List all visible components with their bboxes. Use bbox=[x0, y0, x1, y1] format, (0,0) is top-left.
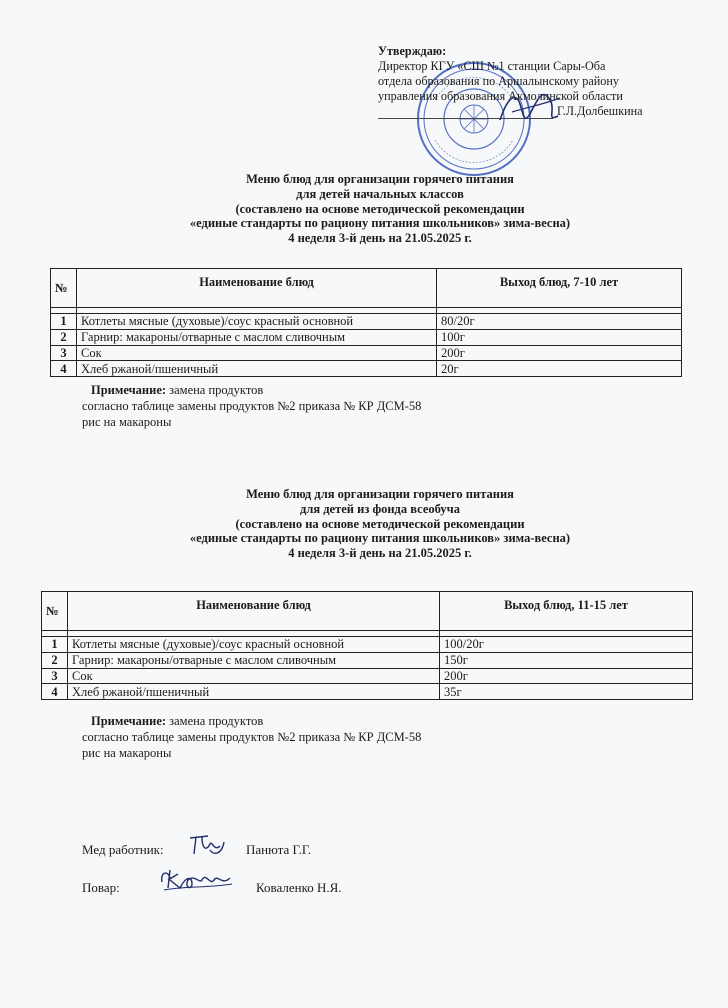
table-row bbox=[51, 314, 682, 330]
note-text: замена продуктов bbox=[166, 383, 264, 397]
med-worker-signature bbox=[186, 830, 226, 860]
med-worker-role: Мед работник: bbox=[82, 842, 164, 857]
menu1-subtitle: для детей начальных классов bbox=[296, 186, 464, 201]
row-num: 4 bbox=[51, 361, 77, 377]
col-output-header: Выход блюд, 7-10 лет bbox=[437, 269, 682, 308]
director-signature bbox=[494, 86, 564, 130]
note-label: Примечание: bbox=[91, 714, 167, 728]
note-line: рис на макароны bbox=[82, 746, 172, 760]
approval-heading: Утверждаю: bbox=[378, 44, 447, 58]
approval-line: Директор КГУ «СШ №1 станции Сары-Оба bbox=[378, 59, 606, 73]
dish-output: 200г bbox=[437, 345, 682, 361]
note-line: согласно таблице замены продуктов №2 приказа № КР ДСМ-58 bbox=[82, 730, 422, 744]
row-num: 3 bbox=[42, 668, 68, 684]
table-header-row bbox=[51, 269, 682, 308]
table-row bbox=[42, 684, 693, 700]
dish-output: 80/20г bbox=[437, 314, 682, 330]
menu2-subtitle: (составлено на основе методической рекомендации bbox=[235, 516, 525, 531]
dish-name: Сок bbox=[77, 345, 437, 361]
menu1-title: Меню блюд для организации горячего питания bbox=[246, 172, 514, 186]
note-text: замена продуктов bbox=[166, 714, 264, 728]
cook-name: Коваленко Н.Я. bbox=[256, 880, 342, 895]
approval-line: управления образования Акмолинской области bbox=[378, 89, 623, 103]
cook-signature bbox=[158, 866, 234, 894]
dish-output: 150г bbox=[440, 652, 693, 668]
dish-output: 35г bbox=[440, 684, 693, 700]
table-row bbox=[51, 361, 682, 377]
col-output-header: Выход блюд, 11-15 лет bbox=[440, 592, 693, 631]
dish-name: Хлеб ржаной/пшеничный bbox=[77, 361, 437, 377]
table-header-row bbox=[42, 592, 693, 631]
menu1-table bbox=[50, 268, 682, 377]
menu1-date: 4 неделя 3-й день на 21.05.2025 г. bbox=[288, 231, 472, 246]
row-num: 2 bbox=[42, 652, 68, 668]
note-line: рис на макароны bbox=[82, 415, 172, 429]
med-worker-name: Панюта Г.Г. bbox=[246, 842, 312, 857]
col-num-header: № bbox=[51, 269, 77, 308]
approval-line: отдела образования по Аршалынскому району bbox=[378, 74, 619, 88]
dish-output: 100/20г bbox=[440, 637, 693, 653]
menu2-notes bbox=[82, 713, 421, 761]
dish-output: 200г bbox=[440, 668, 693, 684]
menu1-header bbox=[60, 172, 700, 246]
cook-line bbox=[82, 880, 482, 900]
menu1-subtitle: «единые стандарты по рациону питания школьников» зима-весна) bbox=[189, 216, 571, 231]
col-name-header: Наименование блюд bbox=[77, 269, 437, 308]
dish-name: Сок bbox=[68, 668, 440, 684]
dish-name: Хлеб ржаной/пшеничный bbox=[68, 684, 440, 700]
row-num: 3 bbox=[51, 345, 77, 361]
dish-name: Котлеты мясные (духовые)/соус красный основной bbox=[68, 637, 440, 653]
row-num: 1 bbox=[42, 637, 68, 653]
note-label: Примечание: bbox=[91, 383, 167, 397]
dish-name: Гарнир: макароны/отварные с маслом сливочным bbox=[77, 329, 437, 345]
dish-output: 20г bbox=[437, 361, 682, 377]
menu2-subtitle: для детей из фонда всеобуча bbox=[300, 501, 460, 516]
table-row bbox=[42, 652, 693, 668]
menu2-table bbox=[41, 591, 693, 700]
table-row bbox=[42, 668, 693, 684]
menu2-header bbox=[60, 487, 700, 561]
table-row bbox=[51, 329, 682, 345]
table-row bbox=[51, 345, 682, 361]
approval-signer: Г.Л.Долбешкина bbox=[557, 104, 643, 118]
note-line: согласно таблице замены продуктов №2 приказа № КР ДСМ-58 bbox=[82, 399, 422, 413]
menu2-title: Меню блюд для организации горячего питания bbox=[246, 487, 514, 501]
menu1-subtitle: (составлено на основе методической рекомендации bbox=[235, 201, 525, 216]
menu2-subtitle: «единые стандарты по рациону питания школьников» зима-весна) bbox=[189, 531, 571, 546]
dish-name: Котлеты мясные (духовые)/соус красный основной bbox=[77, 314, 437, 330]
med-worker-line bbox=[82, 842, 482, 862]
row-num: 2 bbox=[51, 329, 77, 345]
dish-name: Гарнир: макароны/отварные с маслом сливочным bbox=[68, 652, 440, 668]
menu1-notes bbox=[82, 382, 421, 430]
row-num: 4 bbox=[42, 684, 68, 700]
col-num-header: № bbox=[42, 592, 68, 631]
menu2-date: 4 неделя 3-й день на 21.05.2025 г. bbox=[288, 546, 472, 561]
table-row bbox=[42, 637, 693, 653]
cook-role: Повар: bbox=[82, 880, 120, 895]
dish-output: 100г bbox=[437, 329, 682, 345]
col-name-header: Наименование блюд bbox=[68, 592, 440, 631]
row-num: 1 bbox=[51, 314, 77, 330]
